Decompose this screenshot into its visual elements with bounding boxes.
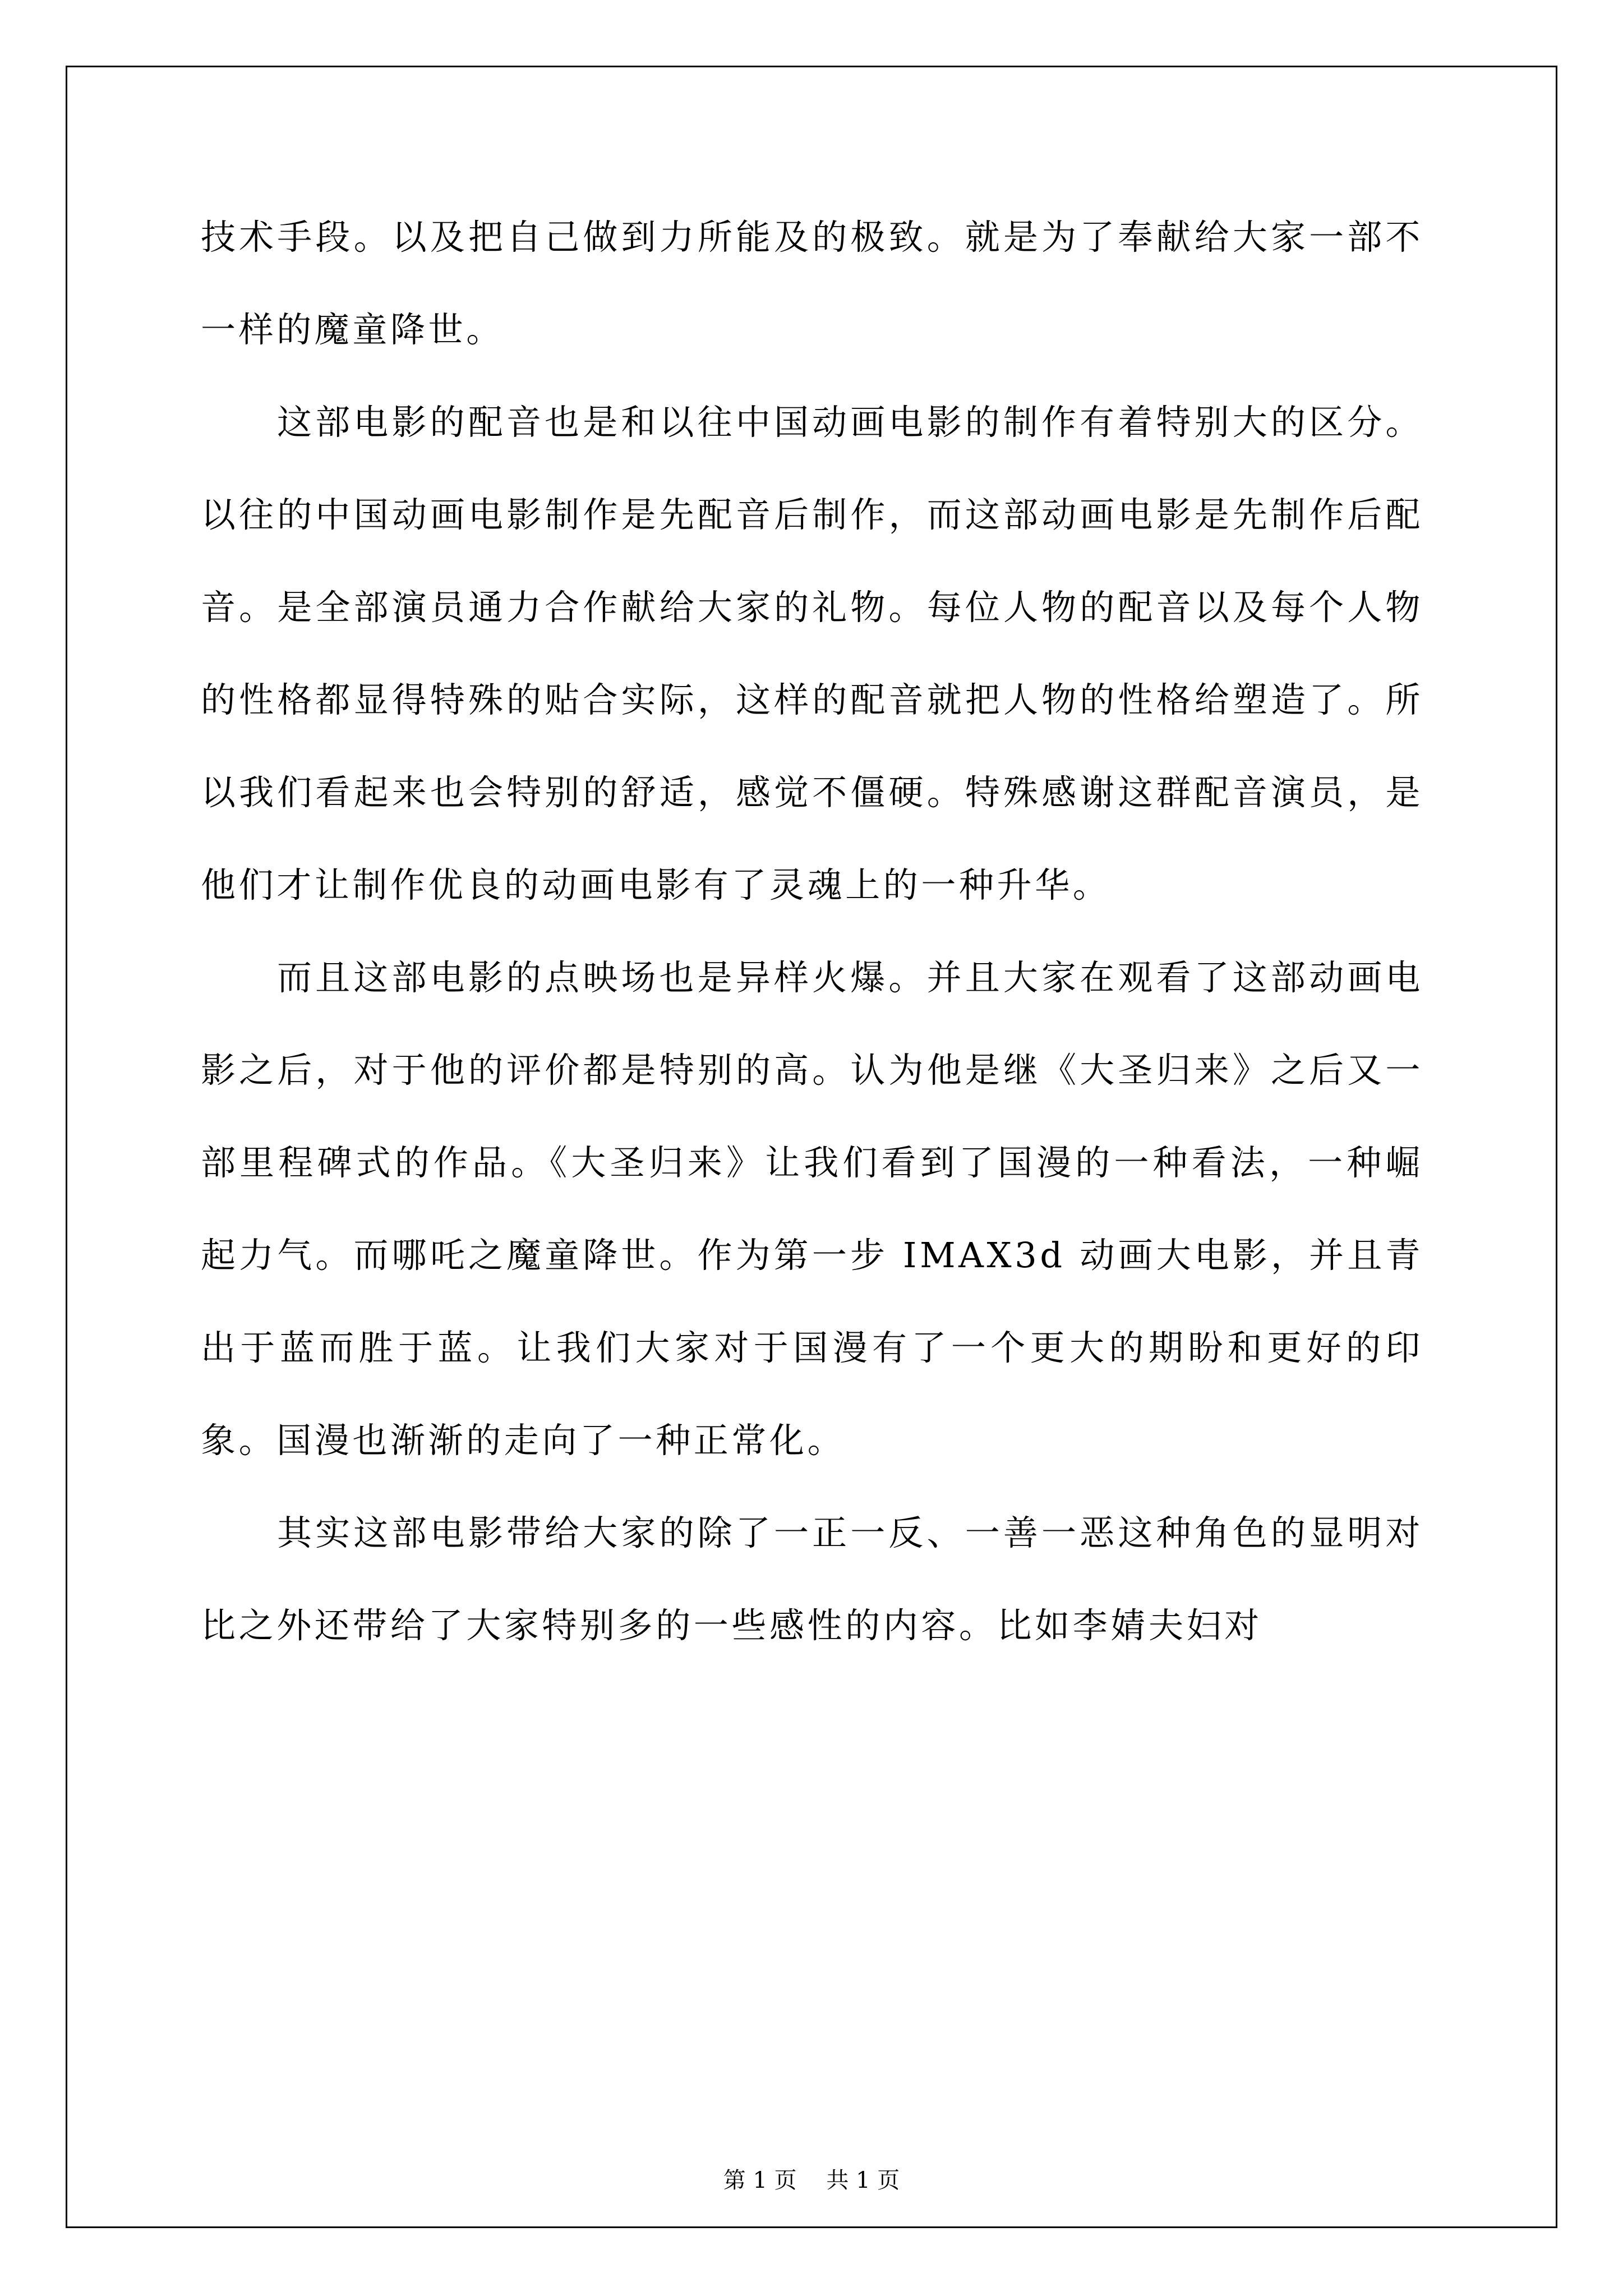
page-total-label: 共 1 页 [826, 2168, 900, 2193]
document-body [201, 191, 1423, 1672]
paragraph-1: 技术手段。以及把自己做到力所能及的极致。就是为了奉献给大家一部不一样的魔童降世。 [201, 217, 1423, 350]
paragraph-3: 而且这部电影的点映场也是异样火爆。并且大家在观看了这部动画电影之后，对于他的评价都是特别的高。认为他是继《大圣归来》之后又一部里程碑式的作品。《大圣归来》让我们看到了国漫的一种看法，一种崛起力气。而哪吒之魔童降世。作为第一步 IMAX3d 动画大电影，并且青出于蓝而胜于蓝。让我们大家对于国漫有了一个更大的期盼和更好的印象。国漫也渐渐的走向了一种正常化。 [201, 957, 1423, 1461]
paragraph-2: 这部电影的配音也是和以往中国动画电影的制作有着特别大的区分。以往的中国动画电影制作是先配音后制作，而这部动画电影是先制作后配音。是全部演员通力合作献给大家的礼物。每位人物的配音以及每个人物的性格都显得特殊的贴合实际，这样的配音就把人物的性格给塑造了。所以我们看起来也会特别的舒适，感觉不僵硬。特殊感谢这群配音演员，是他们才让制作优良的动画电影有了灵魂上的一种升华。 [201, 402, 1423, 905]
page-number-label: 第 1 页 [723, 2168, 797, 2193]
paragraph-4: 其实这部电影带给大家的除了一正一反、一善一恶这种角色的显明对比之外还带给了大家特别多的一些感性的内容。比如李婧夫妇对 [201, 1512, 1423, 1646]
page-footer [0, 2162, 1623, 2194]
